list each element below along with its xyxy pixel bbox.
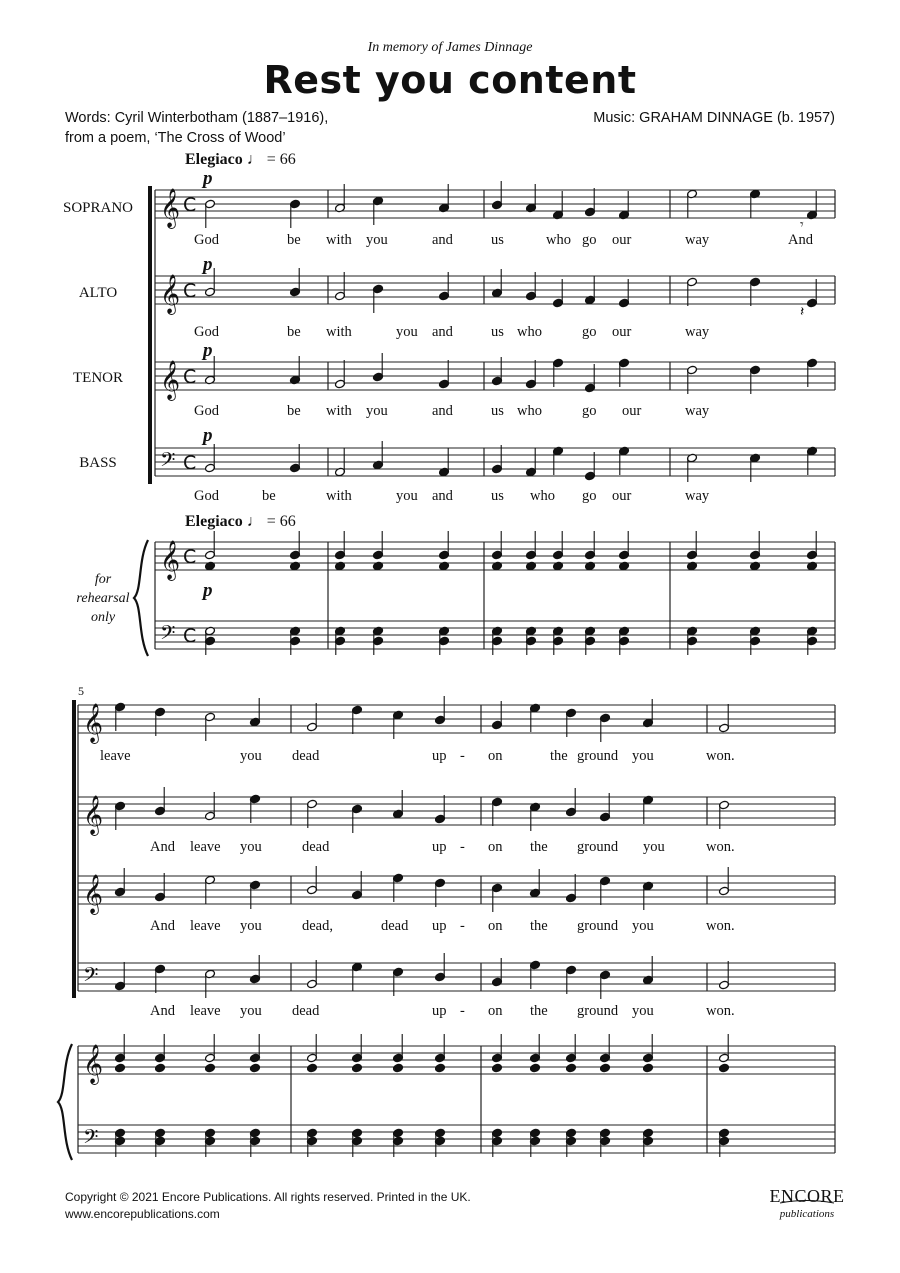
lyric: you	[643, 839, 665, 855]
dynamic-soprano: p	[203, 168, 213, 189]
lyric: And	[788, 232, 813, 248]
music-credit: Music: GRAHAM DINNAGE (b. 1957)	[593, 110, 835, 126]
tempo-value: = 66	[266, 513, 296, 530]
lyric: us	[491, 232, 504, 248]
page-title: Rest you content	[263, 58, 637, 102]
lyric: you	[240, 1003, 262, 1019]
lyric: with	[326, 324, 352, 340]
notehead	[643, 1063, 654, 1073]
voice-label-bass: BASS	[79, 455, 117, 471]
dedication: In memory of James Dinnage	[367, 40, 533, 55]
lyric: dead	[292, 748, 320, 764]
lyric: you	[396, 488, 418, 504]
notehead	[600, 1063, 611, 1073]
bass-clef-icon: 𝄢	[160, 621, 176, 649]
lyric: the	[530, 918, 548, 934]
quarter-note-icon: ♩	[246, 151, 263, 168]
copyright-notice: Copyright © 2021 Encore Publications. All rights reserved. Printed in the UK.	[65, 1190, 471, 1204]
website: www.encorepublications.com	[65, 1207, 220, 1221]
lyric: who	[517, 403, 542, 419]
lyric: who	[517, 324, 542, 340]
notehead	[492, 1063, 503, 1073]
eighth-rest-icon: 𝄾	[800, 217, 804, 233]
lyric: with	[326, 488, 352, 504]
rehearsal-line1: for	[94, 572, 112, 587]
lyric: who	[530, 488, 555, 504]
treble-clef-icon: 𝄞	[83, 795, 104, 835]
lyric: you	[240, 748, 262, 764]
lyric: the	[550, 748, 568, 764]
lyric: won.	[706, 1003, 735, 1019]
lyric: you	[240, 918, 262, 934]
lyric: you	[396, 324, 418, 340]
treble-clef-icon: 𝄞	[160, 540, 181, 580]
choir-bracket	[148, 186, 152, 484]
lyric: way	[685, 232, 710, 248]
notehead	[250, 1063, 261, 1073]
lyric: be	[287, 324, 301, 340]
lyric: the	[530, 1003, 548, 1019]
measure-number: 5	[78, 684, 84, 698]
lyric: God	[194, 324, 219, 340]
notehead	[530, 1063, 541, 1073]
common-time-icon: C	[183, 625, 197, 647]
lyric: us	[491, 403, 504, 419]
lyric: us	[491, 324, 504, 340]
lyric: -	[460, 918, 465, 934]
lyric: us	[491, 488, 504, 504]
lyric: and	[432, 403, 453, 419]
lyric: our	[612, 232, 632, 248]
lyric: leave	[190, 1003, 221, 1019]
publisher-logo-sub: publications	[779, 1208, 835, 1220]
lyric: God	[194, 488, 219, 504]
lyric: with	[326, 232, 352, 248]
notehead	[435, 1063, 446, 1073]
treble-clef-icon: 𝄞	[83, 1044, 104, 1084]
lyric: go	[582, 403, 597, 419]
lyric: leave	[100, 748, 131, 764]
treble-clef-icon: 𝄞	[160, 188, 181, 228]
lyric: you	[366, 232, 388, 248]
lyric: be	[287, 403, 301, 419]
voice-label-soprano: SOPRANO	[62, 200, 134, 216]
bass-clef-icon: 𝄢	[83, 963, 99, 991]
lyric: our	[612, 324, 632, 340]
lyric: dead	[292, 1003, 320, 1019]
common-time-icon: C	[183, 280, 197, 302]
lyric: ground	[577, 839, 619, 855]
choir-bracket	[72, 700, 76, 998]
lyric: -	[460, 839, 465, 855]
lyric: ground	[577, 748, 619, 764]
rehearsal-line2: rehearsal	[76, 591, 130, 606]
treble-clef-icon: 𝄞	[160, 274, 181, 314]
lyric: you	[632, 918, 654, 934]
words-credit-line1: Words: Cyril Winterbotham (1887–1916),	[65, 110, 329, 126]
lyric: and	[432, 232, 453, 248]
dynamic-tenor: p	[203, 340, 213, 361]
treble-clef-icon: 𝄞	[83, 703, 104, 743]
lyric: dead,	[302, 918, 333, 934]
lyric: you	[240, 839, 262, 855]
lyric: up	[432, 918, 447, 934]
piano-brace	[134, 540, 148, 656]
lyric: you	[632, 748, 654, 764]
common-time-icon: C	[183, 452, 197, 474]
notehead	[719, 1063, 730, 1073]
quarter-note-icon: ♩	[246, 513, 263, 530]
quarter-rest-icon: 𝄽	[800, 304, 805, 320]
common-time-icon: C	[183, 366, 197, 388]
lyric: who	[546, 232, 571, 248]
lyric: won.	[706, 918, 735, 934]
lyric: And	[150, 1003, 175, 1019]
lyric: on	[488, 918, 503, 934]
lyric: And	[150, 839, 175, 855]
lyric: -	[460, 748, 465, 764]
dynamic-alto: p	[203, 254, 213, 275]
lyric: -	[460, 1003, 465, 1019]
lyric: go	[582, 232, 597, 248]
bass-clef-icon: 𝄢	[160, 448, 176, 476]
lyric: and	[432, 324, 453, 340]
treble-clef-icon: 𝄞	[160, 360, 181, 400]
lyric: be	[287, 232, 301, 248]
notehead	[205, 1063, 216, 1073]
lyric: up	[432, 839, 447, 855]
common-time-icon: C	[183, 546, 197, 568]
lyric: leave	[190, 839, 221, 855]
notehead	[352, 1063, 363, 1073]
lyric: with	[326, 403, 352, 419]
lyric: dead	[381, 918, 409, 934]
lyric: way	[685, 324, 710, 340]
lyric: our	[622, 403, 642, 419]
lyric: you	[366, 403, 388, 419]
lyric: our	[612, 488, 632, 504]
notehead	[115, 1063, 126, 1073]
lyric: on	[488, 1003, 503, 1019]
notehead	[393, 1063, 404, 1073]
lyric: ground	[577, 1003, 619, 1019]
lyric: and	[432, 488, 453, 504]
lyric: go	[582, 488, 597, 504]
lyric: And	[150, 918, 175, 934]
lyric: on	[488, 748, 503, 764]
notehead	[566, 1063, 577, 1073]
notehead	[155, 1063, 166, 1073]
dynamic-bass: p	[203, 425, 213, 446]
lyric: up	[432, 748, 447, 764]
notehead	[307, 1063, 318, 1073]
lyric: won.	[706, 839, 735, 855]
treble-clef-icon: 𝄞	[83, 874, 104, 914]
lyric: God	[194, 403, 219, 419]
tempo-text: Elegiaco	[185, 513, 243, 530]
common-time-icon: C	[183, 194, 197, 216]
lyric: the	[530, 839, 548, 855]
bass-clef-icon: 𝄢	[83, 1125, 99, 1153]
lyric: God	[194, 232, 219, 248]
tempo-text: Elegiaco	[185, 151, 243, 168]
lyric: go	[582, 324, 597, 340]
dynamic-piano: p	[203, 580, 213, 601]
voice-label-tenor: TENOR	[73, 370, 123, 386]
lyric: ground	[577, 918, 619, 934]
words-credit-line2: from a poem, ‘The Cross of Wood’	[65, 130, 286, 146]
lyric: on	[488, 839, 503, 855]
piano-brace	[58, 1044, 72, 1160]
tempo-value: = 66	[266, 151, 296, 168]
lyric: up	[432, 1003, 447, 1019]
lyric: won.	[706, 748, 735, 764]
voice-label-alto: ALTO	[78, 285, 118, 301]
rehearsal-line3: only	[90, 610, 116, 625]
lyric: way	[685, 403, 710, 419]
lyric: dead	[302, 839, 330, 855]
publisher-logo-name: ENCORE	[769, 1186, 845, 1206]
lyric: way	[685, 488, 710, 504]
lyric: be	[262, 488, 276, 504]
lyric: you	[632, 1003, 654, 1019]
lyric: leave	[190, 918, 221, 934]
